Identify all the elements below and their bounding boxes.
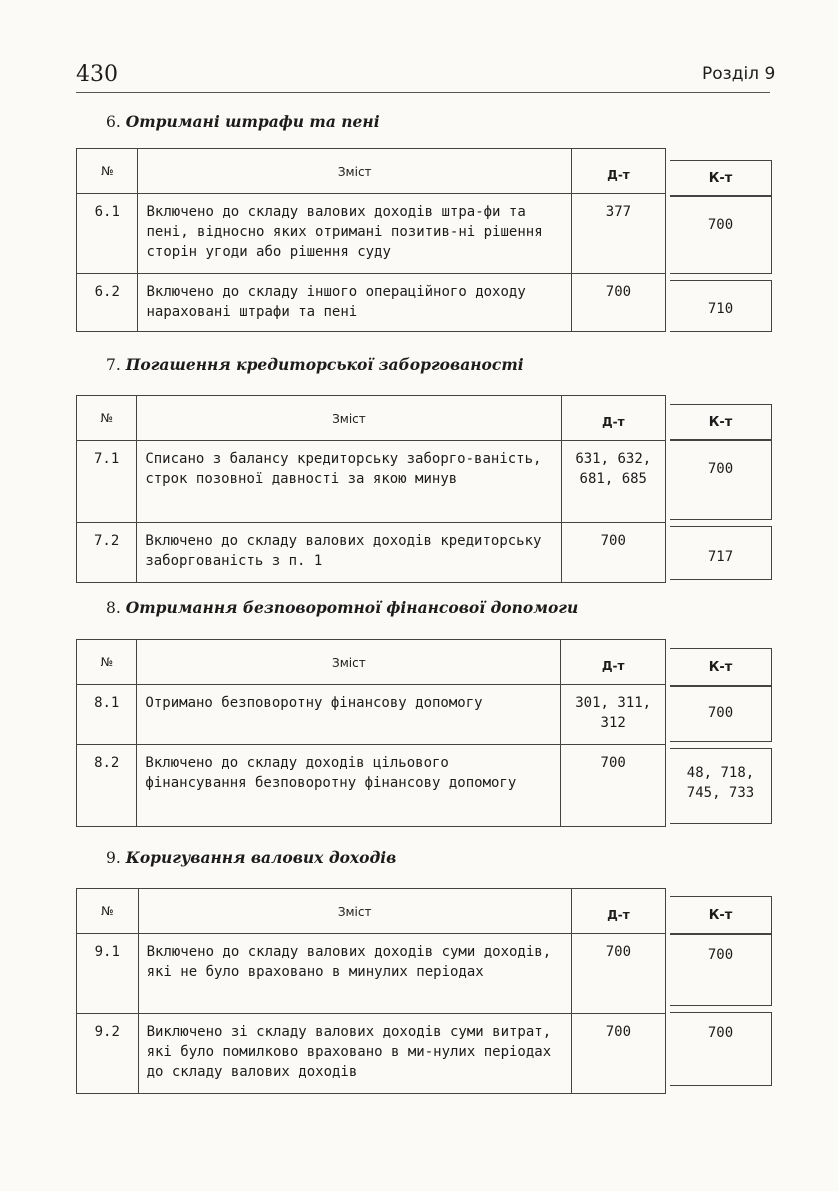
row-text: Включено до складу валових доходів штра-фи та пені, відносно яких отримані позитив-ні рішення сторін угоди або рішення суду (138, 194, 571, 274)
row-credit: 700 (670, 686, 772, 742)
table-header-row (77, 640, 666, 685)
row-credit: 700 (670, 934, 772, 1006)
section-number: 9. (106, 849, 121, 867)
ledger-table-8 (76, 639, 666, 827)
row-credit: 700 (670, 440, 772, 520)
row-debit: 700 (571, 1014, 665, 1094)
row-debit: 301, 311, 312 (561, 685, 666, 745)
row-text: Включено до складу доходів цільового фінансування безповоротну фінансову допомогу (137, 745, 561, 827)
ledger-table-7 (76, 395, 666, 583)
row-debit: 377 (571, 194, 665, 274)
row-credit: 700 (670, 1012, 772, 1086)
col-content-header: Зміст (138, 149, 571, 194)
row-no: 7.1 (77, 441, 137, 523)
section-title-text: Отримання безповоротної фінансової допомоги (125, 598, 579, 617)
row-no: 6.1 (77, 194, 138, 274)
row-debit: 700 (571, 274, 665, 332)
table-row (77, 194, 666, 274)
row-text: Включено до складу іншого операційного доходу нараховані штрафи та пені (138, 274, 571, 332)
col-debit-header: Д-т (571, 889, 665, 934)
row-credit: 700 (670, 196, 772, 274)
section-title-9 (106, 848, 396, 867)
row-debit: 700 (571, 934, 665, 1014)
col-credit-header: К-т (670, 160, 772, 196)
section-title-7 (106, 355, 524, 374)
section-number: 8. (106, 599, 121, 617)
row-no: 8.2 (77, 745, 137, 827)
section-title-text: Погашення кредиторської заборгованості (125, 355, 524, 374)
table-row (77, 685, 666, 745)
table-row (77, 745, 666, 827)
col-content-header: Зміст (138, 889, 571, 934)
col-credit-header: К-т (670, 648, 772, 686)
row-text: Включено до складу валових доходів суми доходів, які не було враховано в минулих періодах (138, 934, 571, 1014)
row-credit: 710 (670, 280, 772, 332)
section-title-6 (106, 112, 380, 131)
table-row (77, 523, 666, 583)
table-row (77, 274, 666, 332)
table-row (77, 1014, 666, 1094)
row-debit: 631, 632, 681, 685 (561, 441, 665, 523)
row-text: Включено до складу валових доходів кредиторську заборгованість з п. 1 (137, 523, 561, 583)
chapter-label: Розділ 9 (702, 64, 776, 84)
row-no: 8.1 (77, 685, 137, 745)
row-no: 9.2 (77, 1014, 139, 1094)
table-row (77, 441, 666, 523)
table-header-row (77, 889, 666, 934)
row-debit: 700 (561, 745, 666, 827)
row-no: 9.1 (77, 934, 139, 1014)
ledger-table-6 (76, 148, 666, 332)
section-title-text: Коригування валових доходів (125, 848, 397, 867)
row-debit: 700 (561, 523, 665, 583)
row-credit: 48, 718, 745, 733 (670, 748, 772, 824)
col-credit-header: К-т (670, 404, 772, 440)
col-no-header: № (77, 396, 137, 441)
col-no-header: № (77, 149, 138, 194)
row-text: Виключено зі складу валових доходів суми витрат, які було помилково враховано в ми-нулих періодах до складу валових доходів (138, 1014, 571, 1094)
row-text: Списано з балансу кредиторську заборго-ваність, строк позовної давності за якою минув (137, 441, 561, 523)
table-header-row (77, 396, 666, 441)
col-content-header: Зміст (137, 640, 561, 685)
ledger-table-9 (76, 888, 666, 1094)
col-debit-header: Д-т (561, 640, 666, 685)
col-debit-header: Д-т (571, 149, 665, 194)
page-number: 430 (76, 62, 118, 87)
table-header-row (77, 149, 666, 194)
table-row (77, 934, 666, 1014)
row-credit: 717 (670, 526, 772, 580)
row-no: 6.2 (77, 274, 138, 332)
row-text: Отримано безповоротну фінансову допомогу (137, 685, 561, 745)
col-no-header: № (77, 889, 139, 934)
col-debit-header: Д-т (561, 396, 665, 441)
section-number: 6. (106, 113, 121, 131)
section-number: 7. (106, 356, 121, 374)
col-credit-header: К-т (670, 896, 772, 934)
header-rule (76, 92, 770, 93)
col-content-header: Зміст (137, 396, 561, 441)
section-title-8 (106, 598, 578, 617)
section-title-text: Отримані штрафи та пені (125, 112, 380, 131)
row-no: 7.2 (77, 523, 137, 583)
col-no-header: № (77, 640, 137, 685)
